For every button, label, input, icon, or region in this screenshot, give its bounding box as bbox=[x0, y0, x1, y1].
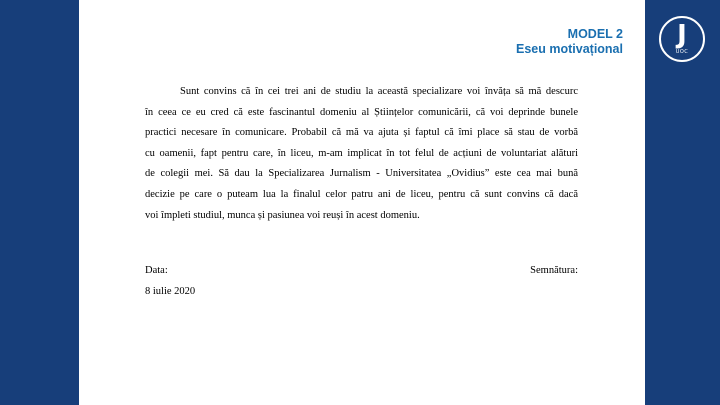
essay-line: decizie pe care o puteam lua la finalul celor patru ani de liceu, pentru că sunt convins că dacă bbox=[145, 188, 578, 200]
essay-line: în ceea ce eu cred că este fascinantul domeniu al Științelor comunicării, că voi deprinde bunele bbox=[145, 106, 578, 118]
essay-type-subtitle: Eseu motivațional bbox=[516, 42, 623, 56]
essay-line: de colegii mei. Să dau la Specializarea Jurnalism - Universitatea „Ovidius” este cea mai bună bbox=[145, 168, 578, 180]
date-value: 8 iulie 2020 bbox=[145, 286, 196, 297]
signature-label: Semnătura: bbox=[530, 265, 578, 276]
essay-line: voi împleti studiul, munca și pasiunea voi reuși în acest domeniu. bbox=[145, 209, 420, 221]
date-label: Data: bbox=[145, 265, 168, 276]
logo-subtext: UOC bbox=[675, 49, 689, 55]
essay-line: Sunt convins că în cei trei ani de studiu la această specializare voi învăța să mă descurc bbox=[180, 86, 578, 97]
logo-letter: J bbox=[677, 20, 687, 50]
essay-line: cu oamenii, fapt pentru care, în liceu, m-am implicat în tot felul de acțiuni de voluntariat alături bbox=[145, 147, 578, 159]
essay-paragraph bbox=[145, 82, 578, 226]
essay-line: practici necesare în comunicare. Probabil că mă va ajuta și faptul că îmi place să stau de vorbă bbox=[145, 127, 578, 139]
uoc-logo bbox=[659, 16, 705, 62]
model-title: MODEL 2 bbox=[567, 27, 623, 41]
left-band bbox=[0, 0, 79, 405]
heading bbox=[516, 27, 623, 57]
